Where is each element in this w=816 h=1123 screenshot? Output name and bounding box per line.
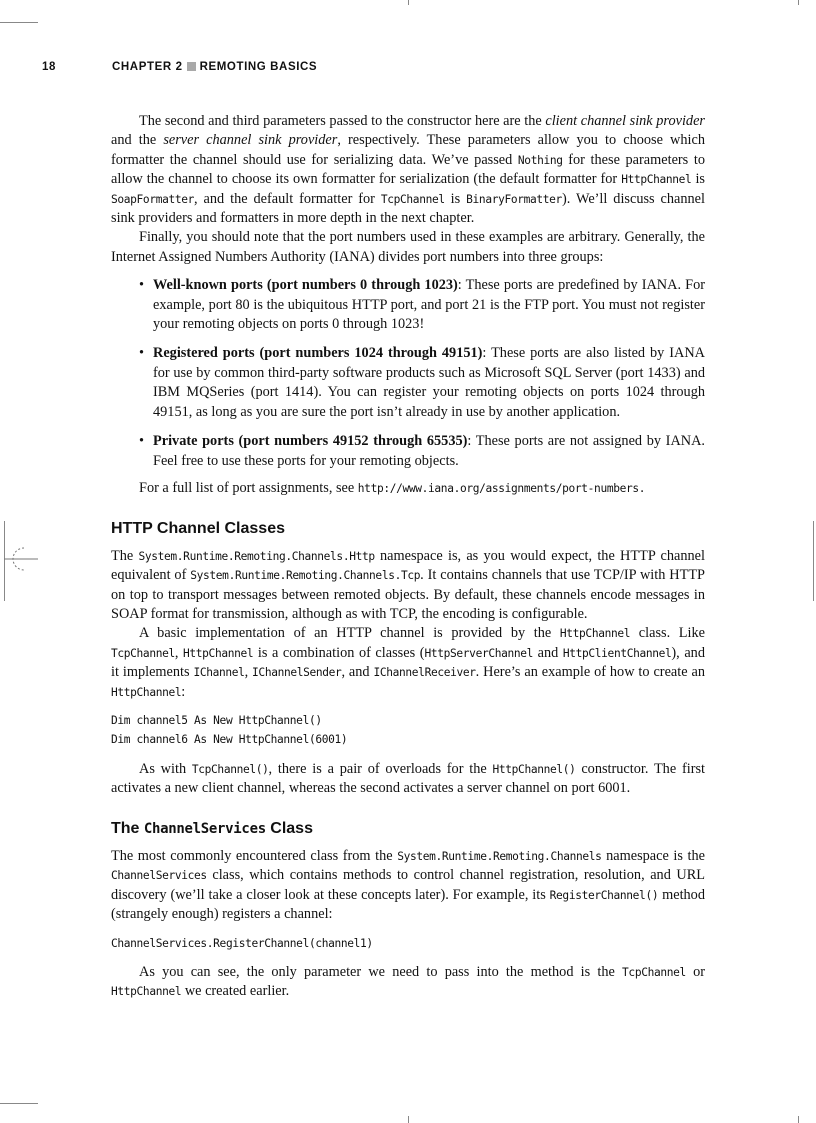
crop-mark-top-right [798, 0, 799, 5]
page-body [111, 112, 705, 1002]
section-heading-channelservices-class: The ChannelServices Class [111, 819, 313, 837]
paragraph-port-assignments: For a full list of port assignments, see http://www.iana.org/assignments/port-numbers. [139, 479, 646, 496]
registration-mark [4, 542, 38, 576]
crop-mark-bottom-center [408, 1116, 409, 1123]
code-block-httpchannel [111, 711, 705, 750]
chapter-title: REMOTING BASICS [199, 61, 318, 73]
page-number: 18 [42, 61, 56, 73]
iana-url: http://www.iana.org/assignments/port-numbers. [357, 481, 646, 495]
code-block-registerchannel [111, 934, 705, 953]
code-line: Dim channel6 As New HttpChannel(6001) [111, 733, 348, 747]
port-groups-list [111, 276, 705, 471]
crop-mark-top-center [408, 0, 409, 5]
code-line: ChannelServices.RegisterChannel(channel1) [111, 936, 373, 950]
paragraph-port-numbers: Finally, you should note that the port numbers used in these examples are arbitrary. Generally, the Internet Assigned Numbers Authority (IANA) divides port numbers into three groups: [111, 229, 705, 265]
list-item: • Registered ports (port numbers 1024 through 49151): These ports are also listed by IANA for use by common third-party software products such as Microsoft SQL Server (port 1433) and IBM MQSeries (port 1414). You can register your remoting objects on ports 1024 through 49151, as long as you are sure the port isn’t already in use by another application. [153, 344, 705, 422]
crop-mark-bottom-left [0, 1103, 38, 1104]
paragraph-httpchannel-class: A basic implementation of an HTTP channel is provided by the HttpChannel class. Like TcpChannel, HttpChannel is a combination of classes (HttpServerChannel and HttpClientChannel), and it implements IChannel, IChannelSender, and IChannelReceiver. Here’s an example of how to create an HttpChannel: [111, 625, 705, 700]
square-separator-icon [187, 62, 196, 71]
section-heading-http-channel-classes: HTTP Channel Classes [111, 520, 285, 538]
crop-mark-bottom-right [798, 1116, 799, 1123]
paragraph-http-namespace: The System.Runtime.Remoting.Channels.Http namespace is, as you would expect, the HTTP channel equivalent of System.Runtime.Remoting.Channels.Tcp. It contains channels that use TCP/IP with HTTP on top to transport messages between remoted objects. By default, these channels encode messages in SOAP format for transmission, although as with TCP, the encoding is configurable. [111, 547, 706, 622]
list-item: • Well-known ports (port numbers 0 through 1023): These ports are predefined by IANA. For example, port 80 is the ubiquitous HTTP port, and port 21 is the FTP port. You must not register your remoting objects on ports 0 through 1023! [153, 276, 705, 334]
paragraph-parameter: As you can see, the only parameter we need to pass into the method is the TcpChannel or HttpChannel we created earlier. [111, 964, 706, 1000]
paragraph-overloads: As with TcpChannel(), there is a pair of overloads for the HttpChannel() constructor. The first activates a new client channel, whereas the second activates a server channel on port 6001. [111, 760, 705, 797]
crop-mark-right-vertical [813, 521, 814, 601]
paragraph-channelservices: The most commonly encountered class from the System.Runtime.Remoting.Channels namespace is the ChannelServices class, which contains methods to control channel registration, resolution, and URL discovery (we’ll take a closer look at these concepts later). For example, its RegisterChannel() method (strangely enough) registers a channel: [111, 848, 705, 923]
running-head [42, 61, 317, 73]
chapter-label: CHAPTER 2 [112, 61, 183, 73]
crop-mark-top-left [0, 22, 38, 23]
list-item: • Private ports (port numbers 49152 through 65535): These ports are not assigned by IANA. Feel free to use these ports for your remoting objects. [153, 432, 705, 471]
paragraph-sink-providers: The second and third parameters passed to the constructor here are the client channel sink provider and the server channel sink provider, respectively. These parameters allow you to choose which formatter the channel should use for serializing data. We’ve passed Nothing for these parameters to allow the channel to choose its own formatter for serialization (the default formatter for HttpChannel is SoapFormatter, and the default formatter for TcpChannel is BinaryFormatter). We’ll discuss channel sink providers and formatters in more depth in the next chapter. [111, 113, 705, 227]
code-line: Dim channel5 As New HttpChannel() [111, 713, 322, 727]
